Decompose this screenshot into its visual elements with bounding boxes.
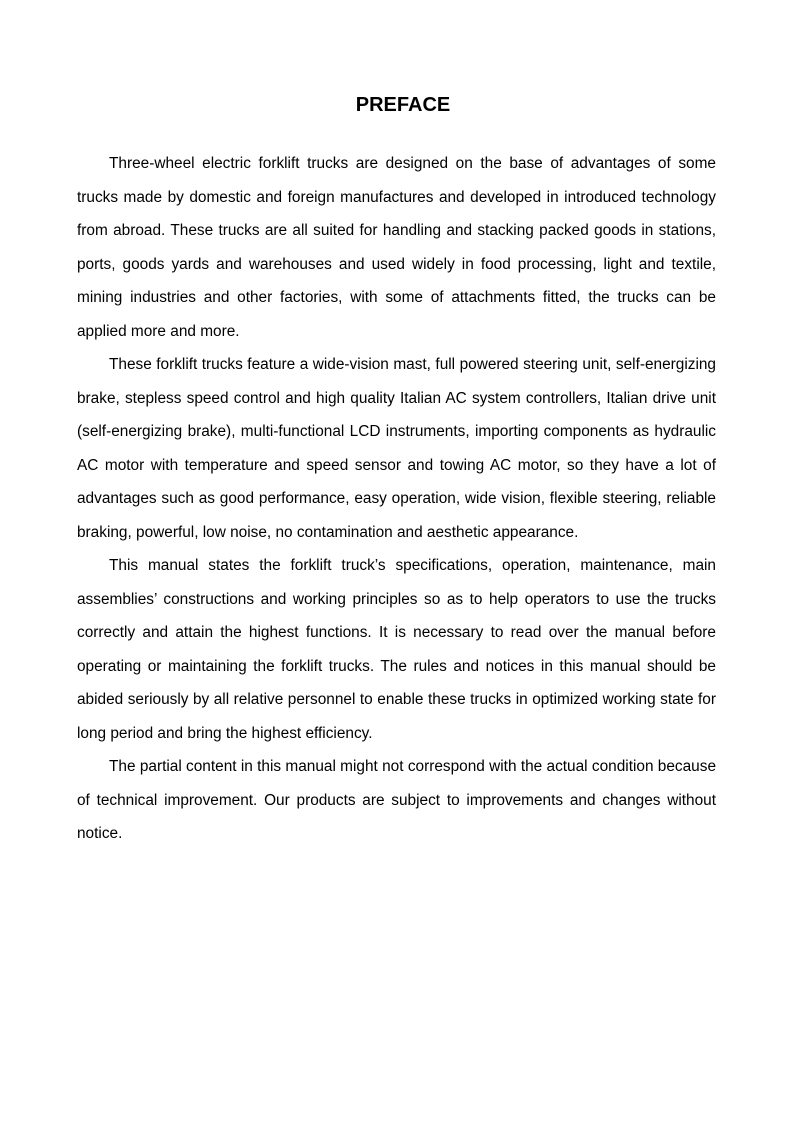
page-title: PREFACE bbox=[355, 94, 451, 116]
preface-body bbox=[77, 147, 716, 851]
paragraph-intro: Three-wheel electric forklift trucks are designed on the base of advantages of some trucks made by domestic and foreign manufactures and developed in introduced technology from abroad. These trucks are all suited for handling and stacking packed goods in stations, ports, goods yards and warehouses and used widely in food processing, light and textile, mining industries and other factories, with some of attachments fitted, the trucks can be applied more and more. bbox=[77, 155, 716, 340]
paragraph-manual-purpose: This manual states the forklift truck’s specifications, operation, maintenance, main assemblies’ constructions and working principles so as to help operators to use the trucks correctly and attain the highest functions. It is necessary to read over the manual before operating or maintaining the forklift trucks. The rules and notices in this manual should be abided seriously by all relative personnel to enable these trucks in optimized working state for long period and bring the highest efficiency. bbox=[77, 557, 716, 742]
paragraph-features: These forklift trucks feature a wide-vision mast, full powered steering unit, self-energizing brake, stepless speed control and high quality Italian AC system controllers, Italian drive unit (self-energizing brake), multi-functional LCD instruments, importing components as hydraulic AC motor with temperature and speed sensor and towing AC motor, so they have a lot of advantages such as good performance, easy operation, wide vision, flexible steering, reliable braking, powerful, low noise, no contamination and aesthetic appearance. bbox=[77, 356, 716, 541]
paragraph-disclaimer: The partial content in this manual might not correspond with the actual condition because of technical improvement. Our products are subject to improvements and changes without notice. bbox=[77, 758, 716, 842]
